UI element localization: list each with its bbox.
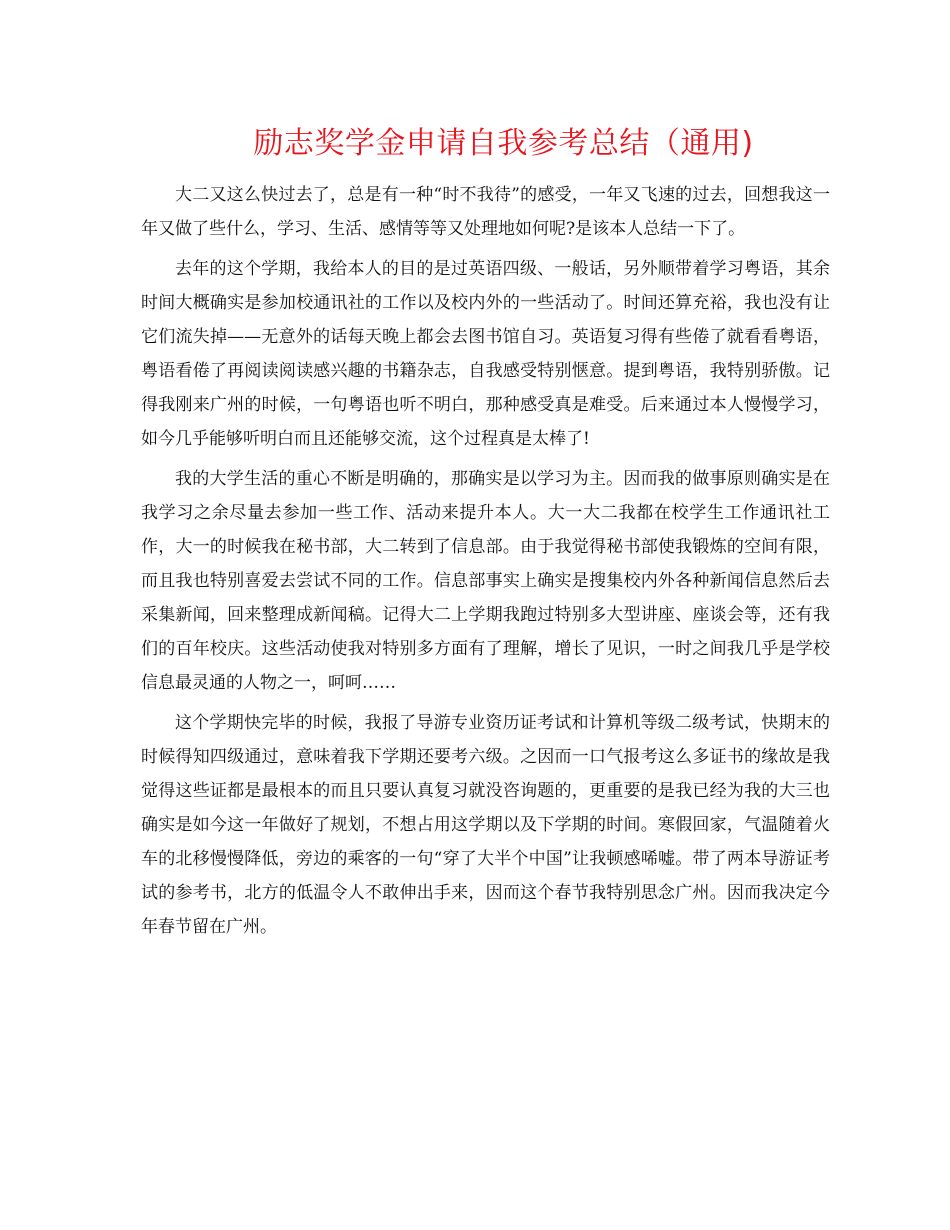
paragraph-4: 这个学期快完毕的时候，我报了导游专业资历证考试和计算机等级二级考试，快期末的时候得知四级通过，意味着我下学期还要考六级。之因而一口气报考这么多证书的缘故是我觉得这些证都是最根本的而且只要认真复习就没咨询题的，更重要的是我已经为我的大三也确实是如今这一年做好了规划，不想占用这学期以及下学期的时间。寒假回家，气温随着火车的北移慢慢降低，旁边的乘客的一句“穿了大半个中国”让我顿感唏嘘。带了两本导游证考试的参考书，北方的低温令人不敢伸出手来，因而这个春节我特别思念广州。因而我决定今年春节留在广州。 [141,713,830,937]
paragraph-2: 去年的这个学期，我给本人的目的是过英语四级、一般话，另外顺带着学习粤语，其余时间大概确实是参加校通讯社的工作以及校内外的一些活动了。时间还算充裕，我也没有让它们流失掉——无意外的话每天晚上都会去图书馆自习。英语复习得有些倦了就看看粤语，粤语看倦了再阅读阅读感兴趣的书籍杂志，自我感受特别惬意。提到粤语，我特别骄傲。记得我刚来广州的时候，一句粤语也听不明白，那种感受真是难受。后来通过本人慢慢学习，如今几乎能够听明白而且还能够交流，这个过程真是太棒了! [141,259,830,449]
paragraph-1: 大二又这么快过去了，总是有一种“时不我待”的感受，一年又飞速的过去，回想我这一年又做了些什么，学习、生活、感情等等又处理地如何呢?是该本人总结一下了。 [141,185,830,239]
document-title: 励志奖学金申请自我参考总结（通用) [253,126,754,161]
paragraph-3: 我的大学生活的重心不断是明确的，那确实是以学习为主。因而我的做事原则确实是在我学习之余尽量去参加一些工作、活动来提升本人。大一大二我都在校学生工作通讯社工作，大一的时候我在秘书部，大二转到了信息部。由于我觉得秘书部使我锻炼的空间有限，而且我也特别喜爱去尝试不同的工作。信息部事实上确实是搜集校内外各种新闻信息然后去采集新闻，回来整理成新闻稿。记得大二上学期我跑过特别多大型讲座、座谈会等，还有我们的百年校庆。这些活动使我对特别多方面有了理解，增长了见识，一时之间我几乎是学校信息最灵通的人物之一，呵呵…… [141,469,830,693]
